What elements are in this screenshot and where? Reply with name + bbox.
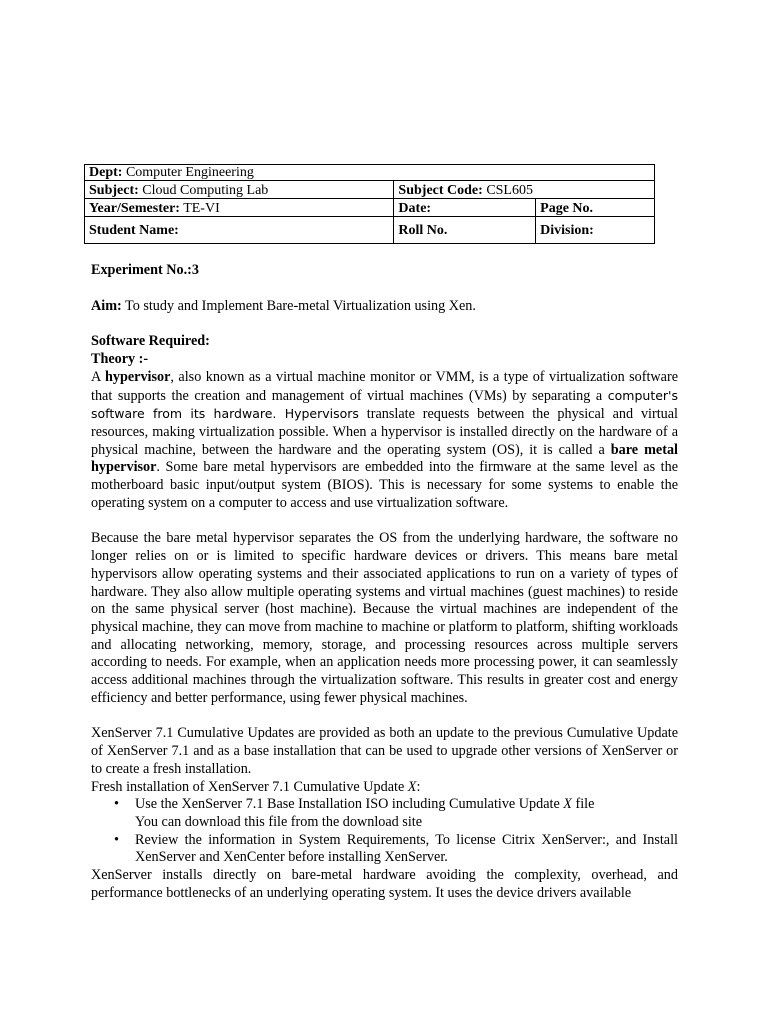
xenserver-paragraph: XenServer 7.1 Cumulative Updates are provided as both an update to the previous Cumulative Update of XenServer 7.1 and as a base installation that can be used to upgrade other versions of XenServer or to create a fresh installation. bbox=[91, 725, 678, 777]
fresh-install-line: Fresh installation of XenServer 7.1 Cumulative Update X: bbox=[91, 778, 421, 795]
header-table bbox=[84, 164, 655, 244]
year-semester-cell: Year/Semester: TE-VI bbox=[85, 199, 394, 217]
theory-paragraph-1: A hypervisor, also known as a virtual machine monitor or VMM, is a type of virtualization software that supports the creation and management of virtual machines (VMs) by separating a computer's software from its hardware. Hypervisors translate requests between the physical and virtual resources, making virtualization possible. When a hypervisor is installed directly on the hardware of a physical machine, between the hardware and the operating system (OS), it is called a bare metal hypervisor. Some bare metal hypervisors are embedded into the firmware at the same level as the motherboard basic input/output system (BIOS). This is necessary for some systems to enable the operating system on a computer to access and use virtualization software. bbox=[91, 368, 679, 511]
experiment-title: Experiment No.:3 bbox=[91, 262, 199, 278]
aim: Aim: To study and Implement Bare-metal Virtualization using Xen. bbox=[91, 297, 476, 314]
page-no-cell: Page No. bbox=[536, 199, 655, 217]
install-steps-list bbox=[91, 796, 678, 867]
software-required-heading: Software Required: bbox=[91, 333, 210, 350]
dept-cell: Dept: Computer Engineering bbox=[85, 165, 655, 181]
date-cell: Date: bbox=[394, 199, 536, 217]
student-name-cell: Student Name: bbox=[85, 217, 394, 244]
document-body bbox=[91, 262, 678, 903]
theory-paragraph-2: Because the bare metal hypervisor separates the OS from the underlying hardware, the software no longer relies on or is limited to specific hardware devices or drivers. This means bare metal hypervisors allow operating systems and their associated applications to run on a variety of types of hardware. They also allow multiple operating systems and virtual machines (guest machines) to reside on the same physical server (host machine). Because the virtual machines are independent of the physical machine, they can move from machine to machine or platform to platform, shifting workloads and allocating networking, memory, storage, and processing resources across multiple servers according to needs. For example, when an application needs more processing power, it can seamlessly access additional machines through the virtualization software. This results in greater cost and energy efficiency and better performance, using fewer physical machines. bbox=[91, 530, 678, 706]
theory-heading: Theory :- bbox=[91, 351, 149, 368]
division-cell: Division: bbox=[536, 217, 655, 244]
xenserver-install-paragraph: XenServer installs directly on bare-metal hardware avoiding the complexity, overhead, and performance bottlenecks of an underlying operating system. It uses the device drivers available bbox=[91, 867, 678, 901]
list-item: • Review the information in System Requirements, To license Citrix XenServer:, and Install XenServer and XenCenter before installing XenServer. bbox=[135, 832, 678, 867]
list-item: • Use the XenServer 7.1 Base Installation ISO including Cumulative Update X file You can download this file from the download site bbox=[135, 796, 678, 831]
roll-no-cell: Roll No. bbox=[394, 217, 536, 244]
subject-code-cell: Subject Code: CSL605 bbox=[394, 181, 655, 199]
subject-cell: Subject: Cloud Computing Lab bbox=[85, 181, 394, 199]
